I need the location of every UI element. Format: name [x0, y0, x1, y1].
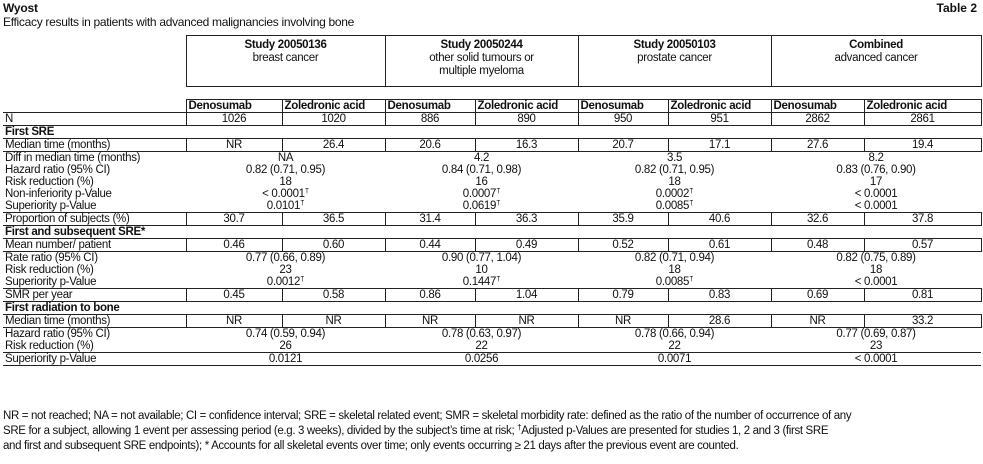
table-row: Risk reduction (%) 18 16 18 17: [5, 176, 883, 188]
arm-label: Denosumab: [771, 100, 864, 113]
table-row: Superiority p-Value 0.0101† 0.0619† 0.0085† < 0.0001: [5, 200, 898, 212]
table-row: SMR per year 0.45 0.58 0.86 1.04 0.79 0.83 0.69 0.81: [3, 289, 981, 302]
table-row: Rate ratio (95% CI) 0.77 (0.66, 0.89) 0.90 (0.77, 1.04) 0.82 (0.71, 0.94) 0.82 (0.75, 0.89): [5, 252, 916, 264]
table-row: N 1026 1020 886 890 950 951 2862 2861: [3, 113, 981, 126]
table-row: Risk reduction (%) 26 22 22 23: [5, 340, 883, 352]
table-row: Non-inferiority p-Value < 0.0001† 0.0007† 0.0002† < 0.0001: [5, 188, 898, 200]
document-title: Wyost: [3, 1, 38, 15]
section-heading: First and subsequent SRE*: [3, 226, 981, 239]
study-header: Study 20050136 breast cancer: [186, 36, 385, 87]
arm-header-row: [3, 100, 981, 113]
table-row: Mean number/ patient 0.46 0.60 0.44 0.49 0.52 0.61 0.48 0.57: [3, 239, 981, 252]
arm-label: Denosumab: [186, 100, 282, 113]
table-row: Diff in median time (months) NA 4.2 3.5 8.2: [5, 152, 884, 164]
arm-label: Zoledronic acid: [475, 100, 578, 113]
study-header: Combined advanced cancer: [771, 36, 981, 87]
table-row: Superiority p-Value 0.0121 0.0256 0.0071 < 0.0001: [3, 353, 981, 366]
study-header-row: [3, 36, 981, 87]
study-header: Study 20050244 other solid tumours or multiple myeloma: [385, 36, 578, 87]
table-row: Hazard ratio (95% CI) 0.82 (0.71, 0.95) 0.84 (0.71, 0.98) 0.82 (0.71, 0.95) 0.83 (0.76, 0.90): [5, 164, 916, 176]
footnote: NR = not reached; NA = not available; CI = confidence interval; SRE = skeletal related event; SMR = skeletal morbidity rate: defined as the ratio of the number of occurrence of any SRE for a subject, allowing 1 event per assessing period (e.g. 3 weeks), divided by the subject’s time at risk; †Adjusted p-Values are presented for studies 1, 2 and 3 (first SRE and first and subsequent SRE endpoints); * Accounts for all skeletal events over time; only events occurring ≥ 21 days after the previous event are counted.: [3, 410, 852, 452]
efficacy-table: [3, 35, 982, 366]
arm-label: Zoledronic acid: [864, 100, 981, 113]
table-label: Table 2: [936, 1, 977, 15]
table-row: Median time (months) NR NR NR NR NR 28.6 NR 33.2: [3, 315, 981, 328]
document-subtitle: Efficacy results in patients with advanced malignancies involving bone: [3, 15, 354, 29]
arm-label: Denosumab: [578, 100, 668, 113]
table-row: Superiority p-Value 0.0012† 0.1447† 0.0085† < 0.0001: [5, 276, 898, 288]
arm-label: Zoledronic acid: [668, 100, 771, 113]
section-heading: First radiation to bone: [3, 302, 981, 315]
table-row: Risk reduction (%) 23 10 18 18: [5, 264, 883, 276]
table-row: Hazard ratio (95% CI) 0.74 (0.59, 0.94) 0.78 (0.63, 0.97) 0.78 (0.66, 0.94) 0.77 (0.69, 0.87): [5, 328, 916, 340]
arm-label: Denosumab: [385, 100, 475, 113]
table-row: Proportion of subjects (%) 30.7 36.5 31.4 36.3 35.9 40.6 32.6 37.8: [3, 213, 981, 226]
arm-label: Zoledronic acid: [282, 100, 385, 113]
table-row: Median time (months) NR 26.4 20.6 16.3 20.7 17.1 27.6 19.4: [3, 139, 981, 152]
section-heading: First SRE: [3, 126, 981, 139]
study-header: Study 20050103 prostate cancer: [578, 36, 771, 87]
